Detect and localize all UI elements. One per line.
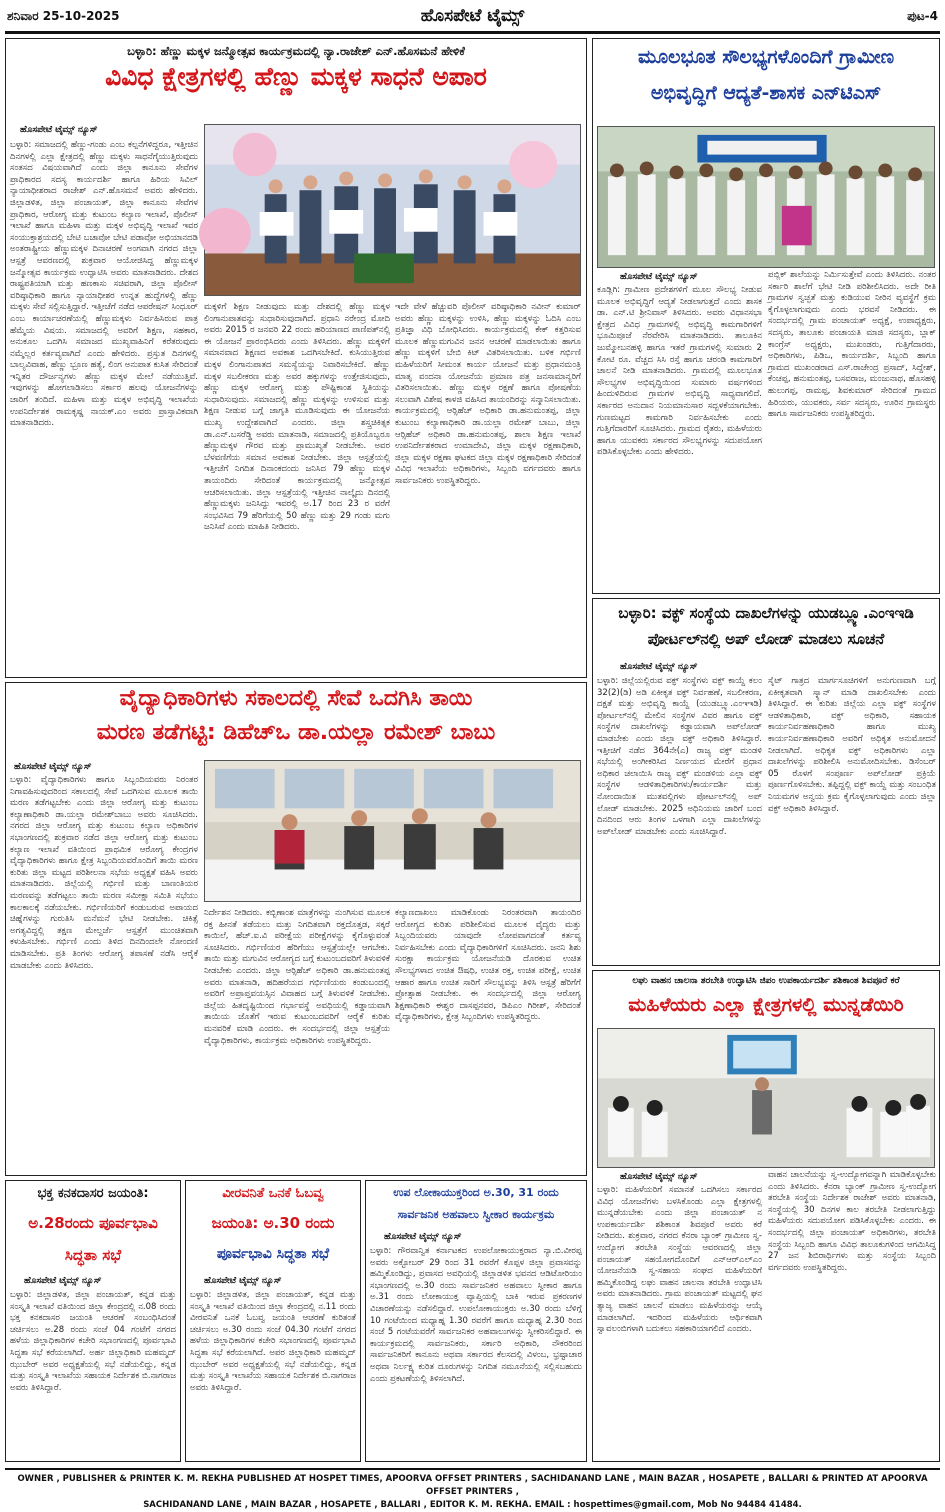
women-kicker: ಲಘು ವಾಹನ ಚಾಲನಾ ತರಬೇತಿ ಉದ್ಘಾಟಿಸಿ ಜಿಪಂ ಉಪಕಾರ್ಯದರ್ಶಿ ಶಶಿಕಾಂತ ಶಿವಪೂರೆ ಕರೆ (632, 976, 900, 986)
masthead (5, 4, 940, 32)
rural-event-photo (597, 126, 935, 268)
girls-col-3: ಇದೇ ವೇಳೆ ಹೆಚ್ಚುವರಿ ಪೊಲೀಸ್ ವರಿಷ್ಠಾಧಿಕಾರಿ ನವೀನ್ ಕುಮಾರ್ ಅವರು ಹೆಣ್ಣು ಮಕ್ಕಳನ್ನು ಉಳಿಸಿ, ಹೆಣ್ಣು ಮಕ್ಕಳನ್ನು ಓದಿಸಿ ಎಂಬ ಪ್ರತಿಜ್ಞಾ ವಿಧಿ ಬೋಧಿಸಿದರು. ಕಾರ್ಯಕ್ರಮದಲ್ಲಿ ಕೇಕ್ ಕತ್ತರಿಸುವ ಮೂಲಕ ಹೆಣ್ಣುಮಗುವಿನ ಜನನ ಆಚರಣೆ ಮಾಡಲಾಯಿತು ಹಾಗೂ ಹೆಣ್ಣು ಮಕ್ಕಳಿಗೆ ಬೇಬಿ ಕಿಟ್ ವಿತರಿಸಲಾಯಿತು. ಬಳಿಕ ಗರ್ಭಿಣಿ ಮಹಿಳೆಯರಿಗೆ ಸೀಮಂತ ಕಾರ್ಯ ಯೋಜನೆ ಮತ್ತು ಪ್ರಧಾನಮಂತ್ರಿ ಮಾತೃ ವಂದನಾ ಯೋಜನೆಯ ಪ್ರಮಾಣ ಪತ್ರ ಜನಸಾಮಾನ್ಯರಿಗೆ ವಿತರಿಸಲಾಯಿತು. ಹೆಣ್ಣು ಮಕ್ಕಳ ರಕ್ಷಣೆ ಹಾಗೂ ಪೋಷಣೆಯ ಸಲುವಾಗಿ ವಿಶೇಷ ಕಾಳಜಿ ವಹಿಸಿದ ತಾಯಂದಿರನ್ನು ಸನ್ಮಾನಿಸಲಾಯಿತು. ಕಾರ್ಯಕ್ರಮದಲ್ಲಿ ಆರ್‍ಸಿಹೆಚ್ ಅಧಿಕಾರಿ ಡಾ.ಹನುಮಂತಪ್ಪ, ಜಿಲ್ಲಾ ಕುಟುಂಬ ಕಲ್ಯಾಣಾಧಿಕಾರಿ ಡಾ.ಯಲ್ಲಾ ರಮೇಶ್ ಬಾಬು, ಜಿಲ್ಲಾ ಆರ್‍ಸಿಹೆಚ್ ಅಧಿಕಾರಿ ಡಾ.ಹನುಮಂತಪ್ಪ, ಶಾಲಾ ಶಿಕ್ಷಣ ಇಲಾಖೆ ಉಪನಿರ್ದೇಶಕರಾದ ಉಮಾದೇವಿ, ಜಿಲ್ಲಾ ಮಕ್ಕಳ ರಕ್ಷಣಾಧಿಕಾರಿ, ಜಿಲ್ಲಾ ಮಕ್ಕಳ ರಕ್ಷಣಾ ಘಟಕದ ಜಿಲ್ಲಾ ಮಕ್ಕಳ ರಕ್ಷಣಾಧಿಕಾರಿ ಸೇರಿದಂತೆ ವಿವಿಧ ಇಲಾಖೆಯ ಅಧಿಕಾರಿಗಳು, ಸಿಬ್ಬಂದಿ ವರ್ಗದವರು ಹಾಗೂ ಸಾರ್ವಜನಿಕರು ಉಪಸ್ಥಿತರಿದ್ದರು. (395, 302, 581, 486)
girls-col-1: ಬಳ್ಳಾರಿ: ಸಮಾಜದಲ್ಲಿ ಹೆಣ್ಣು-ಗಂಡು ಎಂಬ ಕಲ್ಪನೆಗಳಿದ್ದರೂ, ಇತ್ತೀಚಿನ ದಿನಗಳಲ್ಲಿ ಎಲ್ಲಾ ಕ್ಷೇತ್ರದಲ್ಲಿ ಹೆಣ್ಣು ಮಕ್ಕಳು ಸಾಧನೆಗೈಯುತ್ತಿರುವುದು ಸಂತಸದ ವಿಷಯವಾಗಿದೆ ಎಂದು ಜಿಲ್ಲಾ ಕಾನೂನು ಸೇವೆಗಳ ಪ್ರಾಧಿಕಾರದ ಸದಸ್ಯ ಕಾರ್ಯದರ್ಶಿ ಹಾಗೂ ಹಿರಿಯ ಸಿವಿಲ್ ನ್ಯಾಯಾಧೀಶರಾದ ರಾಜೇಶ್ ಎನ್.ಹೊಸಮನೆ ಅವರು ಹೇಳಿದರು. ಜಿಲ್ಲಾಡಳಿತ, ಜಿಲ್ಲಾ ಪಂಚಾಯತ್, ಜಿಲ್ಲಾ ಕಾನೂನು ಸೇವೆಗಳ ಪ್ರಾಧಿಕಾರ, ಆರೋಗ್ಯ ಮತ್ತು ಕುಟುಂಬ ಕಲ್ಯಾಣ ಇಲಾಖೆ, ಪೊಲೀಸ್ ಇಲಾಖೆ ಹಾಗೂ ಮಹಿಳಾ ಮತ್ತು ಮಕ್ಕಳ ಅಭಿವೃದ್ಧಿ ಇಲಾಖೆ ಇವರ ಸಂಯುಕ್ತಾಶ್ರಯದಲ್ಲಿ ಬೇಟಿ ಬಚಾವೋ ಬೇಟಿ ಪಡಾವೋ ಅಭಿಯಾನದಡಿ ಅಂತರಾಷ್ಟ್ರೀಯ ಹೆಣ್ಣುಮಕ್ಕಳ ದಿನಾಚರಣೆ ಅಂಗವಾಗಿ ನಗರದ ಜಿಲ್ಲಾ ಆಸ್ಪತ್ರೆ ಆವರಣದಲ್ಲಿ ಶುಕ್ರವಾರ ಆಯೋಜಿಸಿದ್ದ ಹೆಣ್ಣುಮಕ್ಕಳ ಜನ್ಮೋತ್ಸವ ಕಾರ್ಯಕ್ರಮ ಉದ್ಘಾಟಿಸಿ ಅವರು ಮಾತನಾಡಿದರು. ದೇಶದ ರಾಷ್ಟ್ರಪತಿಯಾಗಿ ಮತ್ತು ಹಣಕಾಸು ಸಚಿವರಾಗಿ, ಜಿಲ್ಲಾ ಪೊಲೀಸ್ ವರಿಷ್ಠಾಧಿಕಾರಿ ಹಾಗೂ ನ್ಯಾಯಾಧೀಶರ ಉನ್ನತ ಹುದ್ದೆಗಳಲ್ಲಿ ಹೆಣ್ಣು ಮಕ್ಕಳು ಸೇವೆ ಸಲ್ಲಿಸುತ್ತಿದ್ದಾರೆ. ಇತ್ತೀಚೆಗೆ ನಡೆದ ಆಪರೇಷನ್ ಸಿಂಧೂರ್ ಎಂಬ ಕಾರ್ಯಾಚರಣೆಯಲ್ಲಿ ಹೆಣ್ಣುಮಕ್ಕಳು ನಿರ್ವಹಿಸಿರುವ ಪಾತ್ರ ಹೆಮ್ಮೆಯ ವಿಷಯ. ಸಮಾಜದಲ್ಲಿ ಅವರಿಗೆ ಶಿಕ್ಷಣ, ಸಹಕಾರ, ಅನುಕೂಲ ಒದಗಿಸಿ ಸಮಾಜದ ಮುಖ್ಯವಾಹಿನಿಗೆ ಕರೆತರುವುದು ನಮ್ಮೆಲ್ಲರ ಕರ್ತವ್ಯವಾಗಿದೆ ಎಂದು ಹೇಳಿದರು. ಪ್ರಸ್ತುತ ದಿನಗಳಲ್ಲಿ ಬಾಲ್ಯವಿವಾಹ, ಹೆಣ್ಣು ಭ್ರೂಣ ಹತ್ಯೆ, ಲಿಂಗ ಅನುಪಾತ ಕುಸಿತ ಸೇರಿದಂತೆ ಇನ್ನಿತರ ದೌರ್ಜನ್ಯಗಳು ಹೆಣ್ಣು ಮಕ್ಕಳ ಮೇಲೆ ನಡೆಯುತ್ತಿವೆ. ಇವುಗಳನ್ನು ಹೋಗಲಾಡಿಸಲು ಸರ್ಕಾರ ಹಲವು ಯೋಜನೆಗಳನ್ನು ಜಾರಿಗೆ ತಂದಿದೆ. ಮಹಿಳಾ ಮತ್ತು ಮಕ್ಕಳ ಅಭಿವೃದ್ಧಿ ಇಲಾಖೆಯ ಉಪನಿರ್ದೇಶಕ ರಾಮಕೃಷ್ಣ ನಾಯಕ್.ಎಂ ಅವರು ಪ್ರಾಸ್ತಾವಿಕವಾಗಿ ಮಾತನಾಡಿದರು. (10, 140, 198, 429)
kanaka-headline-line-2: ಅ.28ರಂದು ಪೂರ್ವಭಾವಿ (28, 1214, 158, 1232)
waqf-col-2: ಸೈಟ್ ಗಾತ್ರದ ಮಾರ್ಗಸೂಚಿಗಳಿಗೆ ಅನುಗುಣವಾಗಿ ಬಗ್ಗೆ ಏಕೀಕೃತವಾಗಿ ಸ್ಕ್ಯಾನ್ ಮಾಡಿ ದಾಖಲಿಸಬೇಕು ಎಂದು ತಿಳಿಸಿದ್ದಾರೆ. ಈ ಕುರಿತು ಜಿಲ್ಲೆಯ ಎಲ್ಲಾ ವಕ್ಫ್ ಸಂಸ್ಥೆಗಳ ಆಡಳಿತಾಧಿಕಾರಿ, ವಕ್ಫ್ ಅಧಿಕಾರಿ, ಸಹಾಯಕ ಕಾರ್ಯನಿರ್ವಹಣಾಧಿಕಾರಿ ಹಾಗೂ ಮುಖ್ಯ ಕಾರ್ಯನಿರ್ವಹಣಾಧಿಕಾರಿ ಅವರಿಗೆ ಅಧಿಕೃತ ಅನುಮೋದನೆ ನೀಡಲಾಗಿದೆ. ಅಧಿಕೃತ ವಕ್ಫ್ ಅಧಿಕಾರಿಗಳು ಎಲ್ಲಾ ದಾಖಲೆಗಳನ್ನು ಪರಿಶೀಲಿಸಿ ಅನುಮೋದಿಸಬೇಕು. ಡಿಸೆಂಬರ್ 05 ರೊಳಗೆ ಸಂಪೂರ್ಣ ಅಪ್‍ಲೋಡ್ ಪ್ರಕ್ರಿಯೆ ಪೂರ್ಣಗೊಳಿಸಬೇಕು. ತಪ್ಪಿದ್ದಲ್ಲಿ ವಕ್ಫ್ ಕಾಯ್ದೆ ಮತ್ತು ಸಂಬಂಧಿತ ನಿಯಮಗಳ ಅನ್ವಯ ಕ್ರಮ ಕೈಗೊಳ್ಳಲಾಗುವುದು ಎಂದು ಜಿಲ್ಲಾ ವಕ್ಫ್ ಅಧಿಕಾರಿ ತಿಳಿಸಿದ್ದಾರೆ. (768, 676, 936, 814)
rural-byline: ಹೊಸಪೇಟೆ ಟೈಮ್ಸ್ ನ್ಯೂಸ್ (620, 272, 698, 282)
masthead-rule (5, 31, 940, 34)
lokayukta-headline-line-1: ಉಪ ಲೋಕಾಯುಕ್ತರಿಂದ ಅ.30, 31 ರಂದು (393, 1186, 559, 1199)
girls-byline: ಹೊಸಪೇಟೆ ಟೈಮ್ಸ್ ನ್ಯೂಸ್ (20, 125, 98, 135)
doctor-col-3: ಕಲ್ಯಾಣದಾಖಲು ಮಾಡಿಕೊಂಡು ನಿರಂತರವಾಗಿ ತಾಯಂದಿರ ಆರೋಗ್ಯದ ಕುರಿತು ಪರಿಶೀಲಿಸುವ ಮೂಲಕ ವೈದ್ಯರು ಮತ್ತು ಸಿಬ್ಬಂದಿಯವರು ಯಾವುದೇ ಲೋಪವಾಗದಂತೆ ಕರ್ತವ್ಯ ನಿರ್ವಹಿಸಬೇಕು ಎಂದು ವೈದ್ಯಾಧಿಕಾರಿಗಳಿಗೆ ಸೂಚಿಸಿದರು. ಜನನಿ ಶಿಶು ಸುರಕ್ಷಾ ಕಾರ್ಯಕ್ರಮ ಯೋಜನೆಯಡಿ ದೊರಕುವ ಉಚಿತ ಸೌಲಭ್ಯಗಳಾದ ಉಚಿತ ಔಷಧಿ, ಉಚಿತ ರಕ್ತ, ಉಚಿತ ಪರೀಕ್ಷೆ, ಉಚಿತ ಆಹಾರ ಹಾಗೂ ಉಚಿತ ಸಾರಿಗೆ ಸೌಲಭ್ಯವನ್ನು ತಿಳಿಸಿ ಆಸ್ಪತ್ರೆ ಹೆರಿಗೆಗೆ ಪ್ರೋತ್ಸಾಹ ನೀಡಬೇಕು. ಈ ಸಂದರ್ಭದಲ್ಲಿ ಜಿಲ್ಲಾ ಆರೋಗ್ಯ ಶಿಕ್ಷಣಾಧಿಕಾರಿ ಈಶ್ವರ ದಾಸಪ್ಪನವರ, ಡಿಪಿಎಂ ಗಿರೀಶ್, ಸೇರಿದಂತೆ ವೈದ್ಯಾಧಿಕಾರಿಗಳು, ಕ್ಷೇತ್ರ ಸಿಬ್ಬಂದಿಗಳು ಉಪಸ್ಥಿತರಿದ್ದರು. (395, 908, 581, 1023)
rural-col-1: ಕೂಡ್ಲಿಗಿ: ಗ್ರಾಮೀಣ ಪ್ರದೇಶಗಳಿಗೆ ಮೂಲ ಸೌಲಭ್ಯ ನೀಡುವ ಮೂಲಕ ಅಭಿವೃದ್ಧಿಗೆ ಆದ್ಯತೆ ನೀಡಲಾಗುತ್ತದೆ ಎಂದು ಶಾಸಕ ಡಾ. ಎನ್.ಟಿ ಶ್ರೀನಿವಾಸ್ ತಿಳಿಸಿದರು. ಅವರು ವಿಧಾನಸಭಾ ಕ್ಷೇತ್ರದ ವಿವಿಧ ಗ್ರಾಮಗಳಲ್ಲಿ ಅಭಿವೃದ್ಧಿ ಕಾಮಗಾರಿಗಳಿಗೆ ಭೂಮಿಪೂಜೆ ನೆರವೇರಿಸಿ ಮಾತನಾಡಿದರು. ತಾಲೂಕಿನ ಜುಮ್ಮೋಬನಹಳ್ಳಿ ಹಾಗೂ ಇತರೆ ಗ್ರಾಮಗಳಲ್ಲಿ ಸುಮಾರು 2 ಕೋಟಿ ರೂ. ವೆಚ್ಚದ ಸಿಸಿ ರಸ್ತೆ ಹಾಗೂ ಚರಂಡಿ ಕಾಮಗಾರಿಗೆ ಚಾಲನೆ ನೀಡಿ ಮಾತನಾಡಿದರು. ಗ್ರಾಮದಲ್ಲಿ ಮೂಲಭೂತ ಸೌಲಭ್ಯಗಳ ಅಭಿವೃದ್ಧಿಯಿಂದ ಸುಮಾರು ವರ್ಷಗಳಿಂದ ಹಿಂದುಳಿದಿರುವ ಗ್ರಾಮಗಳ ಅಭಿವೃದ್ಧಿ ಸಾಧ್ಯವಾಗಲಿದೆ. ಸರ್ಕಾರದ ಅನುದಾನ ನಿಯಮಾನುಸಾರ ಸದ್ಬಳಕೆಯಾಗಬೇಕು. ಗುಣಮಟ್ಟದ ಕಾಮಗಾರಿ ನಿರ್ವಹಿಸಬೇಕು ಎಂದು ಗುತ್ತಿಗೆದಾರರಿಗೆ ಸೂಚಿಸಿದರು. ಗ್ರಾಮದ ರೈತರು, ಮಹಿಳೆಯರು ಹಾಗೂ ಯುವಕರು ಸರ್ಕಾರದ ಸೌಲಭ್ಯಗಳನ್ನು ಸದುಪಯೋಗ ಪಡಿಸಿಕೊಳ್ಳಬೇಕು ಎಂದು ಹೇಳಿದರು. (597, 285, 762, 458)
women-col-2: ವಾಹನ ಚಾಲನೆಯನ್ನು ಸ್ವ-ಉದ್ಯೋಗವನ್ನಾಗಿ ಮಾಡಿಕೊಳ್ಳಬೇಕು ಎಂದು ತಿಳಿಸಿದರು. ಕೆನರಾ ಬ್ಯಾಂಕ್ ಗ್ರಾಮೀಣ ಸ್ವ-ಉದ್ಯೋಗ ತರಬೇತಿ ಸಂಸ್ಥೆಯ ನಿರ್ದೇಶಕ ರಾಜೇಶ್ ಅವರು ಮಾತನಾಡಿ, ಸಂಸ್ಥೆಯಲ್ಲಿ 30 ದಿನಗಳ ಕಾಲ ತರಬೇತಿ ನೀಡಲಾಗುತ್ತಿದ್ದು ಮಹಿಳೆಯರು ಸದುಪಯೋಗ ಪಡಿಸಿಕೊಳ್ಳಬೇಕು ಎಂದರು. ಈ ಸಂದರ್ಭದಲ್ಲಿ ಜಿಲ್ಲಾ ಪಂಚಾಯತ್ ಅಧಿಕಾರಿಗಳು, ತರಬೇತಿ ಸಂಸ್ಥೆಯ ಸಿಬ್ಬಂದಿ ಹಾಗೂ ವಿವಿಧ ತಾಲೂಕುಗಳಿಂದ ಆಗಮಿಸಿದ್ದ 27 ಜನ ಶಿಬಿರಾರ್ಥಿಗಳು ಮತ್ತು ಸಂಸ್ಥೆಯ ಸಿಬ್ಬಂದಿ ವರ್ಗದವರು ಉಪಸ್ಥಿತರಿದ್ದರು. (768, 1170, 936, 1273)
girls-headline: ವಿವಿಧ ಕ್ಷೇತ್ರಗಳಲ್ಲಿ ಹೆಣ್ಣು ಮಕ್ಕಳ ಸಾಧನೆ ಅಪಾರ (105, 62, 487, 91)
lokayukta-headline-line-2: ಸಾರ್ವಜನಿಕ ಅಹವಾಲು ಸ್ವೀಕಾರ ಕಾರ್ಯಕ್ರಮ (397, 1208, 555, 1221)
doctor-byline: ಹೊಸಪೇಟೆ ಟೈಮ್ಸ್ ನ್ಯೂಸ್ (14, 762, 92, 772)
doctor-headline-line-2: ಮರಣ ತಡೆಗಟ್ಟಿ: ಡಿಹೆಚ್‍ಒ ಡಾ.ಯಲ್ಲಾ ರಮೇಶ್ ಬಾಬು (96, 720, 496, 745)
doctor-headline-line-1: ವೈದ್ಯಾಧಿಕಾರಿಗಳು ಸಕಾಲದಲ್ಲಿ ಸೇವೆ ಒದಗಿಸಿ ತಾಯಿ (119, 686, 473, 711)
rural-headline-line-2: ಅಭಿವೃದ್ಧಿಗೆ ಆದ್ಯತೆ-ಶಾಸಕ ಎನ್‍ಟಿಎಸ್ (650, 82, 882, 104)
rural-col-2: ಪಬ್ಲಿಕ್ ಶಾಲೆಯನ್ನು ನಿರ್ಮಿಸುತ್ತೇವೆ ಎಂದು ತಿಳಿಸಿದರು. ನಂತರ ಸರ್ಕಾರಿ ಶಾಲೆಗೆ ಭೇಟಿ ನೀಡಿ ಪರಿಶೀಲಿಸಿದರು. ಅದೇ ರೀತಿ ಗ್ರಾಮಗಳ ಸ್ವಚ್ಛತೆ ಮತ್ತು ಕುಡಿಯುವ ನೀರಿನ ವ್ಯವಸ್ಥೆಗೆ ಕ್ರಮ ಕೈಗೊಳ್ಳಲಾಗುವುದು ಎಂದು ಭರವಸೆ ನೀಡಿದರು. ಈ ಸಂದರ್ಭದಲ್ಲಿ ಗ್ರಾಮ ಪಂಚಾಯತ್ ಅಧ್ಯಕ್ಷೆ, ಉಪಾಧ್ಯಕ್ಷರು, ಸದಸ್ಯರು, ತಾಲೂಕು ಪಂಚಾಯತಿ ಮಾಜಿ ಸದಸ್ಯರು, ಬ್ಲಾಕ್ ಕಾಂಗ್ರೆಸ್ ಅಧ್ಯಕ್ಷರು, ಮುಖಂಡರು, ಗುತ್ತಿಗೆದಾರರು, ಅಧಿಕಾರಿಗಳು, ಪಿಡಿಒ, ಕಾರ್ಯದರ್ಶಿ, ಸಿಬ್ಬಂದಿ ಹಾಗೂ ಗ್ರಾಮದ ಮುಖಂಡರಾದ ಎಸ್.ರಾಜೇಂದ್ರ ಪ್ರಸಾದ್, ಸಿದ್ದೇಶ್, ಕೆಂಚಪ್ಪ, ಹನುಮಂತಪ್ಪ, ಬಸವರಾಜ, ಮಂಜುನಾಥ, ಹೊಸಹಳ್ಳಿ ಹುಲುಗಪ್ಪ, ರಾಮಪ್ಪ, ಶಿವಕುಮಾರ್ ಸೇರಿದಂತೆ ಗ್ರಾಮದ ಹಿರಿಯರು, ಯುವಕರು, ಸರ್ವ ಸದಸ್ಯರು, ಊರಿನ ಗ್ರಾಮಸ್ಥರು ಹಾಗೂ ಸಾರ್ವಜನಿಕರು ಉಪಸ್ಥಿತರಿದ್ದರು. (768, 270, 936, 420)
onake-headline-line-3: ಪೂರ್ವಭಾವಿ ಸಿದ್ಧತಾ ಸಭೆ (216, 1246, 330, 1262)
women-headline: ಮಹಿಳೆಯರು ಎಲ್ಲಾ ಕ್ಷೇತ್ರಗಳಲ್ಲಿ ಮುನ್ನಡೆಯಿರಿ (628, 994, 904, 1016)
waqf-headline-line-2: ಪೋರ್ಟಲ್‍ನಲ್ಲಿ ಅಪ್ ಲೋಡ್ ಮಾಡಲು ಸೂಚನೆ (647, 630, 885, 648)
doctor-col-1: ಬಳ್ಳಾರಿ: ವೈದ್ಯಾಧಿಕಾರಿಗಳು ಹಾಗೂ ಸಿಬ್ಬಂದಿಯವರು ನಿರಂತರ ನಿಗಾವಹಿಸುವುದರಿಂದ ಸಕಾಲದಲ್ಲಿ ಸೇವೆ ಒದಗಿಸುವ ಮೂಲಕ ತಾಯಿ ಮರಣ ತಡೆಗಟ್ಟಬೇಕು ಎಂದು ಜಿಲ್ಲಾ ಆರೋಗ್ಯ ಮತ್ತು ಕುಟುಂಬ ಕಲ್ಯಾಣಾಧಿಕಾರಿ ಡಾ.ಯಲ್ಲಾ ರಮೇಶ್‍ಬಾಬು ಅವರು ಸೂಚಿಸಿದರು. ನಗರದ ಜಿಲ್ಲಾ ಆರೋಗ್ಯ ಮತ್ತು ಕುಟುಂಬ ಕಲ್ಯಾಣ ಅಧಿಕಾರಿಗಳ ಸಭಾಂಗಣದಲ್ಲಿ ಶುಕ್ರವಾರ ನಡೆದ ಜಿಲ್ಲಾ ಆರೋಗ್ಯ ಮತ್ತು ಕುಟುಂಬ ಕಲ್ಯಾಣ ಇಲಾಖೆ ವತಿಯಿಂದ ಪ್ರಾಥಮಿಕ ಆರೋಗ್ಯ ಕೇಂದ್ರಗಳ ವೈದ್ಯಾಧಿಕಾರಿಗಳು ಹಾಗೂ ಕ್ಷೇತ್ರ ಸಿಬ್ಬಂದಿಯವರೊಂದಿಗೆ ತಾಯಿ ಮರಣ ಕುರಿತು ಜಿಲ್ಲಾ ಮಟ್ಟದ ಪರಿಶೀಲನಾ ಸಭೆಯ ಅಧ್ಯಕ್ಷತೆ ವಹಿಸಿ ಅವರು ಮಾತನಾಡಿದರು. ಜಿಲ್ಲೆಯಲ್ಲಿ ಗರ್ಭಿಣಿ ಮತ್ತು ಬಾಣಂತಿಯರ ಮರಣವನ್ನು ತಡೆಗಟ್ಟಲು ತಾಯಿ ಮರಣ ಸಮೀಕ್ಷಾ ಸಮಿತಿ ಸಭೆಯು ಕಾಲಕಾಲಕ್ಕೆ ನಡೆಯಬೇಕು. ಗರ್ಭಿಣಿಯರಿಗೆ ಕಂಡುಬರುವ ಅಪಾಯದ ಚಿಹ್ನೆಗಳನ್ನು ಗುರುತಿಸಿ ಮನೆಮನೆ ಭೇಟಿ ನೀಡಬೇಕು. ಚಿಕಿತ್ಸೆ ಅಗತ್ಯವಿದ್ದಲ್ಲಿ ತಕ್ಷಣ ಮೇಲ್ದರ್ಜೆ ಆಸ್ಪತ್ರೆಗೆ ಮುಂಚಿತವಾಗಿ ಕಳುಹಿಸಬೇಕು. ಗರ್ಭಿಣಿ ಎಂದು ತಿಳಿದ ದಿನದಿಂದಲೇ ನೋಂದಣಿ ಮಾಡಿಸಬೇಕು. ಪ್ರತಿ ತಿಂಗಳು ಆರೋಗ್ಯ ತಪಾಸಣೆ ನಡೆಸಿ ಆರೈಕೆ ಮಾಡಬೇಕು ಎಂದು ತಿಳಿಸಿದರು. (10, 775, 198, 971)
onake-col: ಬಳ್ಳಾರಿ: ಜಿಲ್ಲಾಡಳಿತ, ಜಿಲ್ಲಾ ಪಂಚಾಯತ್, ಕನ್ನಡ ಮತ್ತು ಸಂಸ್ಕೃತಿ ಇಲಾಖೆ ವತಿಯಿಂದ ಜಿಲ್ಲಾ ಕೇಂದ್ರದಲ್ಲಿ ನ.11 ರಂದು ವೀರವನಿತೆ ಒನಕೆ ಓಬವ್ವ ಜಯಂತಿ ಆಚರಣೆ ಕುರಿತಂತೆ ಚರ್ಚಿಸಲು ಅ.30 ರಂದು ಸಂಜೆ 04.30 ಗಂಟೆಗೆ ನಗರದ ಹಳೆಯ ಜಿಲ್ಲಾಧಿಕಾರಿಗಳ ಕಚೇರಿ ಸಭಾಂಗಣದಲ್ಲಿ ಪೂರ್ವಭಾವಿ ಸಿದ್ಧತಾ ಸಭೆ ಕರೆಯಲಾಗಿದೆ. ಅಪರ ಜಿಲ್ಲಾಧಿಕಾರಿ ಮಹಮ್ಮದ್ ಝುಬೇರ್ ಅವರ ಅಧ್ಯಕ್ಷತೆಯಲ್ಲಿ ಸಭೆ ನಡೆಯಲಿದ್ದು, ಕನ್ನಡ ಮತ್ತು ಸಂಸ್ಕೃತಿ ಇಲಾಖೆಯ ಸಹಾಯಕ ನಿರ್ದೇಶಕ ಬಿ.ನಾಗರಾಜ ಅವರು ತಿಳಿಸಿದ್ದಾರೆ. (190, 1290, 356, 1393)
girls-event-photo (204, 124, 581, 296)
issue-date: ಶನಿವಾರ 25-10-2025 (7, 9, 120, 23)
imprint-line-1: OWNER , PUBLISHER & PRINTER K. M. REKHA PUBLISHED AT HOSPET TIMES, APOORVA OFFSET PRINTERS , SACHIDANAND LANE , MAIN BAZAR , HOSAPETE , BALLARI & PRINTED AT APOORVA OFFSET PRINTERS , (17, 1474, 928, 1497)
waqf-byline: ಹೊಸಪೇಟೆ ಟೈಮ್ಸ್ ನ್ಯೂಸ್ (620, 662, 698, 672)
kanaka-col: ಬಳ್ಳಾರಿ: ಜಿಲ್ಲಾಡಳಿತ, ಜಿಲ್ಲಾ ಪಂಚಾಯತ್, ಕನ್ನಡ ಮತ್ತು ಸಂಸ್ಕೃತಿ ಇಲಾಖೆ ವತಿಯಿಂದ ಜಿಲ್ಲಾ ಕೇಂದ್ರದಲ್ಲಿ ನ.08 ರಂದು ಭಕ್ತ ಕನಕದಾಸರ ಜಯಂತಿ ಆಚರಣೆ ಸಂಬಂಧಿಸಿದಂತೆ ಚರ್ಚಿಸಲು ಅ.28 ರಂದು ಸಂಜೆ 04 ಗಂಟೆಗೆ ನಗರದ ಹಳೆಯ ಜಿಲ್ಲಾಧಿಕಾರಿಗಳ ಕಚೇರಿ ಸಭಾಂಗಣದಲ್ಲಿ ಪೂರ್ವಭಾವಿ ಸಿದ್ಧತಾ ಸಭೆ ಕರೆಯಲಾಗಿದೆ. ಅರ್ಹ ಜಿಲ್ಲಾಧಿಕಾರಿ ಮಹಮ್ಮದ್ ಝುಬೇರ್ ಅವರ ಅಧ್ಯಕ್ಷತೆಯಲ್ಲಿ ಸಭೆ ನಡೆಯಲಿದ್ದು, ಕನ್ನಡ ಮತ್ತು ಸಂಸ್ಕೃತಿ ಇಲಾಖೆಯ ಸಹಾಯಕ ನಿರ್ದೇಶಕ ಬಿ.ನಾಗರಾಜ ಅವರು ತಿಳಿಸಿದ್ದಾರೆ. (10, 1290, 176, 1393)
lokayukta-col: ಬಳ್ಳಾರಿ: ಗೌರವಾನ್ವಿತ ಕರ್ನಾಟಕದ ಉಪಲೋಕಾಯುಕ್ತರಾದ ನ್ಯಾ.ಬಿ.ವೀರಪ್ಪ ಅವರು ಅಕ್ಟೋಬರ್ 29 ರಿಂದ 31 ರವರೆಗೆ ಕೊಪ್ಪಳ ಜಿಲ್ಲಾ ಪ್ರವಾಸವನ್ನು ಹಮ್ಮಿಕೊಂಡಿದ್ದು, ಪ್ರವಾಸದ ಅವಧಿಯಲ್ಲಿ ಜಿಲ್ಲಾಡಳಿತ ಭವನದ ಆಡಿಟೋರಿಯಂ ಸಭಾಂಗಣದಲ್ಲಿ ಅ.30 ರಂದು ಸಾರ್ವಜನಿಕರ ಅಹವಾಲು ಸ್ವೀಕಾರ ಹಾಗೂ ಅ.31 ರಂದು ಲೋಕಾಯುಕ್ತ ವ್ಯಾಪ್ತಿಯಲ್ಲಿ ಬಾಕಿ ಇರುವ ಪ್ರಕರಣಗಳ ವಿಚಾರಣೆಯನ್ನು ನಡೆಸಲಿದ್ದಾರೆ. ಉಪಲೋಕಾಯುಕ್ತರು ಅ.30 ರಂದು ಬೆಳಿಗ್ಗೆ 10 ಗಂಟೆಯಿಂದ ಮಧ್ಯಾಹ್ನ 1.30 ರವರೆಗೆ ಹಾಗೂ ಮಧ್ಯಾಹ್ನ 2.30 ರಿಂದ ಸಂಜೆ 5 ಗಂಟೆಯವರೆಗೆ ಸಾರ್ವಜನಿಕರ ಅಹವಾಲುಗಳನ್ನು ಸ್ವೀಕರಿಸಲಿದ್ದಾರೆ. ಈ ಕಾರ್ಯಕ್ರಮದಲ್ಲಿ ಸಾರ್ವಜನಿಕರು, ಸರ್ಕಾರಿ ಅಧಿಕಾರಿ, ನೌಕರರಿಂದ ಸಾರ್ವಜನಿಕರಿಗೆ ಕಾನೂನು ಅಥವಾ ಸರ್ಕಾರದ ಕೆಲಸದಲ್ಲಿ ವಿಳಂಬ, ಭ್ರಷ್ಟಾಚಾರ ಅಥವಾ ನಿರ್ಲಕ್ಷ್ಯ ಕುರಿತ ದೂರುಗಳನ್ನು ನಿಗದಿತ ನಮೂನೆಯಲ್ಲಿ ಸಲ್ಲಿಸಬಹುದು ಎಂದು ಪ್ರಕಟಣೆಯಲ್ಲಿ ತಿಳಿಸಲಾಗಿದೆ. (370, 1246, 582, 1384)
doctor-meeting-photo (204, 760, 581, 902)
rural-headline-line-1: ಮೂಲಭೂತ ಸೌಲಭ್ಯಗಳೊಂದಿಗೆ ಗ್ರಾಮೀಣ (637, 46, 895, 68)
onake-headline-line-1: ವೀರವನಿತೆ ಒನಕೆ ಓಬವ್ವ (222, 1186, 324, 1201)
girls-kicker: ಬಳ್ಳಾರಿ: ಹೆಣ್ಣು ಮಕ್ಕಳ ಜನ್ಮೋತ್ಸವ ಕಾರ್ಯಕ್ರಮದಲ್ಲಿ ನ್ಯಾ.ರಾಜೇಶ್ ಎನ್.ಹೊಸಮನೆ ಹೇಳಿಕೆ (127, 44, 465, 58)
waqf-col-1: ಬಳ್ಳಾರಿ: ಜಿಲ್ಲೆಯಲ್ಲಿರುವ ವಕ್ಫ್ ಸಂಸ್ಥೆಗಳು ವಕ್ಫ್ ಕಾಯ್ದೆ ಕಲಂ 32(2)(ಡಿ) ಅಡಿ ಏಕೀಕೃತ ವಕ್ಫ್ ನಿರ್ವಹಣೆ, ಸಬಲೀಕರಣ, ದಕ್ಷತೆ ಮತ್ತು ಅಭಿವೃದ್ಧಿ ಕಾಯ್ದೆ (ಯುಡಬ್ಲ್ಯೂ.ಎಂಇಇಡಿ) ಪೋರ್ಟಲ್‍ನಲ್ಲಿ ಮೇಲಿನ ಸಂಸ್ಥೆಗಳ ವಿವರ ಹಾಗೂ ವಕ್ಫ್ ಸಂಸ್ಥೆಗಳ ದಾಖಲೆಗಳನ್ನು ಕಡ್ಡಾಯವಾಗಿ ಅಪ್‍ಲೋಡ್ ಮಾಡಬೇಕು ಎಂದು ಜಿಲ್ಲಾ ವಕ್ಫ್ ಅಧಿಕಾರಿ ತಿಳಿಸಿದ್ದಾರೆ. ಇತ್ತೀಚಿಗೆ ನಡೆದ 364ನೇ(ಎ) ರಾಜ್ಯ ವಕ್ಫ್ ಮಂಡಳಿ ಸಭೆಯಲ್ಲಿ ಅಂಗೀಕರಿಸಿದ ನಿರ್ಣಯದ ಮೇರೆಗೆ ಪ್ರಧಾನ ಅಧಿಕಾರ ಚಲಾಯಿಸಿ ರಾಜ್ಯ ವಕ್ಫ್ ಮಂಡಳಿಯ ಎಲ್ಲಾ ವಕ್ಫ್ ಸಂಸ್ಥೆಗಳ ಆಡಳಿತಾಧಿಕಾರಿಗಳು/ಕಾರ್ಯದರ್ಶಿ ಮತ್ತು ನೋಂದಾಯಿತ ಮುತವಲ್ಲಿಗಳು ಪೋರ್ಟಲ್‍ನಲ್ಲಿ ಅಪ್ ಲೋಡ್ ಮಾಡಬೇಕು. 2025 ಅಧಿನಿಯಮ ಜಾರಿಗೆ ಬಂದ ದಿನದಿಂದ ಆರು ತಿಂಗಳ ಒಳಗಾಗಿ ಎಲ್ಲಾ ದಾಖಲೆಗಳನ್ನು ಅಪ್‍ಲೋಡ್ ಮಾಡಬೇಕು ಎಂದು ಸೂಚಿಸಿದ್ದಾರೆ. (597, 676, 762, 837)
girls-col-2: ಮಕ್ಕಳಿಗೆ ಶಿಕ್ಷಣ ನೀಡುವುದು ಮತ್ತು ದೇಶದಲ್ಲಿ ಹೆಣ್ಣು ಮಕ್ಕಳ ಲಿಂಗಾನುಪಾತವನ್ನು ಸುಧಾರಿಸುವುದಾಗಿದೆ. ಪ್ರಧಾನಿ ನರೇಂದ್ರ ಮೋದಿ ಅವರು 2015 ರ ಜನವರಿ 22 ರಂದು ಹರಿಯಾಣದ ಪಾಣಿಪತ್‍ನಲ್ಲಿ ಈ ಯೋಜನೆ ಪ್ರಾರಂಭಿಸಿದರು ಎಂದು ತಿಳಿಸಿದರು. ಹೆಣ್ಣು ಮಕ್ಕಳಿಗೆ ಸಮಾನವಾದ ಶಿಕ್ಷಣದ ಅವಕಾಶ ಒದಗಿಸಬೇಕಿದೆ. ಕುಸಿಯುತ್ತಿರುವ ಮಕ್ಕಳ ಲಿಂಗಾನುಪಾತದ ಸಮಸ್ಯೆಯನ್ನು ನಿವಾರಿಸಬೇಕಿದೆ. ಹೆಣ್ಣು ಮಕ್ಕಳ ಸಬಲೀಕರಣ ಮತ್ತು ಅವರ ಹಕ್ಕುಗಳನ್ನು ಉತ್ತೇಜಿಸುವುದು, ಹೆಣ್ಣು ಮಕ್ಕಳ ಆರೋಗ್ಯ ಮತ್ತು ಪೌಷ್ಟಿಕಾಂಶ ಸ್ಥಿತಿಯನ್ನು ಸುಧಾರಿಸುವುದು. ಸಮಾಜದಲ್ಲಿ ಹೆಣ್ಣು ಮಕ್ಕಳನ್ನು ಉಳಿಸುವ ಮತ್ತು ಶಿಕ್ಷಣ ನೀಡುವ ಬಗ್ಗೆ ಜಾಗೃತಿ ಮೂಡಿಸುವುದು ಈ ಯೋಜನೆಯ ಮುಖ್ಯ ಉದ್ದೇಶವಾಗಿದೆ ಎಂದರು. ಜಿಲ್ಲಾ ಶಸ್ತ್ರಚಿಕಿತ್ಸಕ ಡಾ.ಎನ್.ಬಸರೆಡ್ಡಿ ಅವರು ಮಾತನಾಡಿ, ಸಮಾಜದಲ್ಲಿ ಪ್ರತಿಯೊಬ್ಬರೂ ಹೆಣ್ಣುಮಕ್ಕಳ ಗೌರವ ಮತ್ತು ಪ್ರಾಮುಖ್ಯತೆ ನೀಡಬೇಕು. ಅವರ ಬೆಳವಣಿಗೆಯ ಸಮಾನ ಅವಕಾಶ ನೀಡಬೇಕು. ಜಿಲ್ಲಾ ಆಸ್ಪತ್ರೆಯಲ್ಲಿ ಇತ್ತೀಚೆಗೆ ನಿಗದಿತ ದಿನಾಂಕದಂದು ಜನಿಸಿದ 79 ಹೆಣ್ಣು ಮಕ್ಕಳ ತಾಯಂದಿರು ಸೇರಿದಂತೆ ಕಾರ್ಯಕ್ರಮದಲ್ಲಿ ಜನ್ಮೋತ್ಸವ ಆಚರಿಸಲಾಯಿತು. ಜಿಲ್ಲಾ ಆಸ್ಪತ್ರೆಯಲ್ಲಿ ಇತ್ತೀಚಿನ ನಾಲ್ಕೈದು ದಿನದಲ್ಲಿ ಹೆಣ್ಣುಮಕ್ಕಳು ಜನಿಸಿದ್ದು ಇವರಲ್ಲಿ ಅ.17 ರಿಂದ 23 ರ ವರೆಗೆ ಸಂಭವಿಸಿದ 79 ಹೆರಿಗೆಯಲ್ಲಿ 50 ಹೆಣ್ಣು ಮತ್ತು 29 ಗಂಡು ಮಗು ಜನಿಸಿವೆ ಎಂದು ಮಾಹಿತಿ ನೀಡಿದರು. (204, 302, 390, 533)
kanaka-byline: ಹೊಸಪೇಟೆ ಟೈಮ್ಸ್ ನ್ಯೂಸ್ (24, 1276, 102, 1286)
kanaka-headline-line-1: ಭಕ್ತ ಕನಕದಾಸರ ಜಯಂತಿ: (37, 1186, 149, 1201)
waqf-headline-line-1: ಬಳ್ಳಾರಿ: ವಕ್ಫ್ ಸಂಸ್ಥೆಯ ದಾಖಲೆಗಳನ್ನು ಯುಡಬ್ಲ್ಯೂ.ಎಂಇಇಡಿ (618, 604, 914, 622)
kanaka-headline-line-3: ಸಿದ್ಧತಾ ಸಭೆ (64, 1246, 122, 1264)
lokayukta-byline: ಹೊಸಪೇಟೆ ಟೈಮ್ಸ್ ನ್ಯೂಸ್ (384, 1232, 462, 1242)
women-training-photo (597, 1028, 935, 1168)
page-number: ಪುಟ-4 (907, 9, 938, 23)
women-byline: ಹೊಸಪೇಟೆ ಟೈಮ್ಸ್ ನ್ಯೂಸ್ (620, 1172, 698, 1182)
imprint-line-2: SACHIDANAND LANE , MAIN BAZAR , HOSAPETE , BALLARI , EDITOR K. M. REKHA. EMAIL : hospettimes@gmail.com, Mob No 94484 41484. (143, 1500, 802, 1510)
doctor-col-2: ನಿರ್ದೇಶನ ನೀಡಿದರು. ಕಬ್ಬಿಣಾಂಶ ಮಾತ್ರೆಗಳನ್ನು ನುಂಗಿಸುವ ಮೂಲಕ ರಕ್ತ ಹೀನತೆ ತಡೆಯಲು ಮತ್ತು ನಿಗದಿತವಾಗಿ ರಕ್ತದೊತ್ತಡ, ಸಕ್ಕರೆ ಕಾಯಿಲೆ, ಹೆಚ್.ಐ.ವಿ ಪರೀಕ್ಷೆಯ ಪರೀಕ್ಷೆಗಳನ್ನು ಕೈಗೊಳ್ಳುವಂತೆ ಸೂಚಿಸಿದರು. ಗರ್ಭಿಣಿಯರ ಹೆರಿಗೆಯು ಆಸ್ಪತ್ರೆಯಲ್ಲೇ ಆಗಬೇಕು. ತಾಯಿ ಮತ್ತು ಮಗುವಿನ ಆರೋಗ್ಯದ ಬಗ್ಗೆ ಕುಟುಂಬದವರಿಗೆ ತಿಳುವಳಿಕೆ ನೀಡಬೇಕು ಎಂದರು. ಜಿಲ್ಲಾ ಆರ್‍ಸಿಹೆಚ್ ಅಧಿಕಾರಿ ಡಾ.ಹನುಮಂತಪ್ಪ ಅವರು ಮಾತನಾಡಿ, ಹದಿಹರೆಯದ ಗರ್ಭಿಣಿಯರು ಕಂಡುಬಂದಲ್ಲಿ ಅವರಿಗೆ ಅಪ್ರಾಪ್ತವಯಸ್ಸಿನ ವಿವಾಹದ ಬಗ್ಗೆ ತಿಳುವಳಿಕೆ ನೀಡಬೇಕು. ಜಿಲ್ಲೆಯ ಹಿತದೃಷ್ಟಿಯಿಂದ ಗರ್ಭಾವಸ್ಥೆ ಅವಧಿಯಲ್ಲಿ ಕಡ್ಡಾಯವಾಗಿ ತಾಯಿಯ ಜೊತೆಗೆ ಇರುವ ಕುಟುಂಬದವರಿಗೆ ಆರೈಕೆ ಕುರಿತು ಮನವರಿಕೆ ಮಾಡಿ ಎಂದರು. ಈ ಸಂದರ್ಭದಲ್ಲಿ ಜಿಲ್ಲಾ ಆಸ್ಪತ್ರೆಯ ವೈದ್ಯಾಧಿಕಾರಿಗಳು, ಕಾರ್ಯಕ್ರಮ ಅಧಿಕಾರಿಗಳು ಉಪಸ್ಥಿತರಿದ್ದರು. (204, 908, 390, 1046)
imprint-footer (5, 1468, 940, 1510)
onake-headline-line-2: ಜಯಂತಿ: ಅ.30 ರಂದು (211, 1214, 335, 1232)
newspaper-name: ಹೊಸಪೇಟೆ ಟೈಮ್ಸ್ (420, 6, 525, 26)
onake-byline: ಹೊಸಪೇಟೆ ಟೈಮ್ಸ್ ನ್ಯೂಸ್ (204, 1276, 282, 1286)
women-col-1: ಬಳ್ಳಾರಿ: ಮಹಿಳೆಯರಿಗೆ ಸಮಾನತೆ ಒದಗಿಸಲು ಸರ್ಕಾರದ ವಿವಿಧ ಯೋಜನೆಗಳು ಬಳಸಿಕೊಂಡು ಎಲ್ಲಾ ಕ್ಷೇತ್ರಗಳಲ್ಲಿ ಮುನ್ನಡೆಯಬೇಕು ಎಂದು ಜಿಲ್ಲಾ ಪಂಚಾಯತ್ ನ ಉಪಕಾರ್ಯದರ್ಶಿ ಶಶಿಕಾಂತ ಶಿವಪೂರೆ ಅವರು ಕರೆ ನೀಡಿದರು. ಶುಕ್ರವಾರ, ನಗರದ ಕೆನರಾ ಬ್ಯಾಂಕ್ ಗ್ರಾಮೀಣ ಸ್ವ-ಉದ್ಯೋಗ ತರಬೇತಿ ಸಂಸ್ಥೆಯ ಆವರಣದಲ್ಲಿ ಜಿಲ್ಲಾ ಪಂಚಾಯತ್ ಸಹಯೋಗದೊಂದಿಗೆ ಎನ್‍ಆರ್‍ಎಲ್‍ಎಂ ಯೋಜನೆಯಡಿ ಸ್ವ-ಸಹಾಯ ಸಂಘದ ಮಹಿಳೆಯರಿಗೆ ಹಮ್ಮಿಕೊಂಡಿದ್ದ ಲಘು ವಾಹನ ಚಾಲನಾ ತರಬೇತಿ ಉದ್ಘಾಟಿಸಿ ಅವರು ಮಾತನಾಡಿದರು. ಗ್ರಾಮ ಪಂಚಾಯತ್ ಮಟ್ಟದಲ್ಲಿ ಘನ ತ್ಯಾಜ್ಯ ವಾಹನ ಚಾಲನೆ ಮಾಡಲು ಮಹಿಳೆಯರನ್ನು ಆಯ್ಕೆ ಮಾಡಲಾಗಿದೆ. ಇದರಿಂದ ಮಹಿಳೆಯರು ಆರ್ಥಿಕವಾಗಿ ಸ್ವಾವಲಂಬಿಗಳಾಗಿ ಬದುಕಲು ಸಹಕಾರಿಯಾಗಲಿದೆ ಎಂದರು. (597, 1185, 762, 1335)
